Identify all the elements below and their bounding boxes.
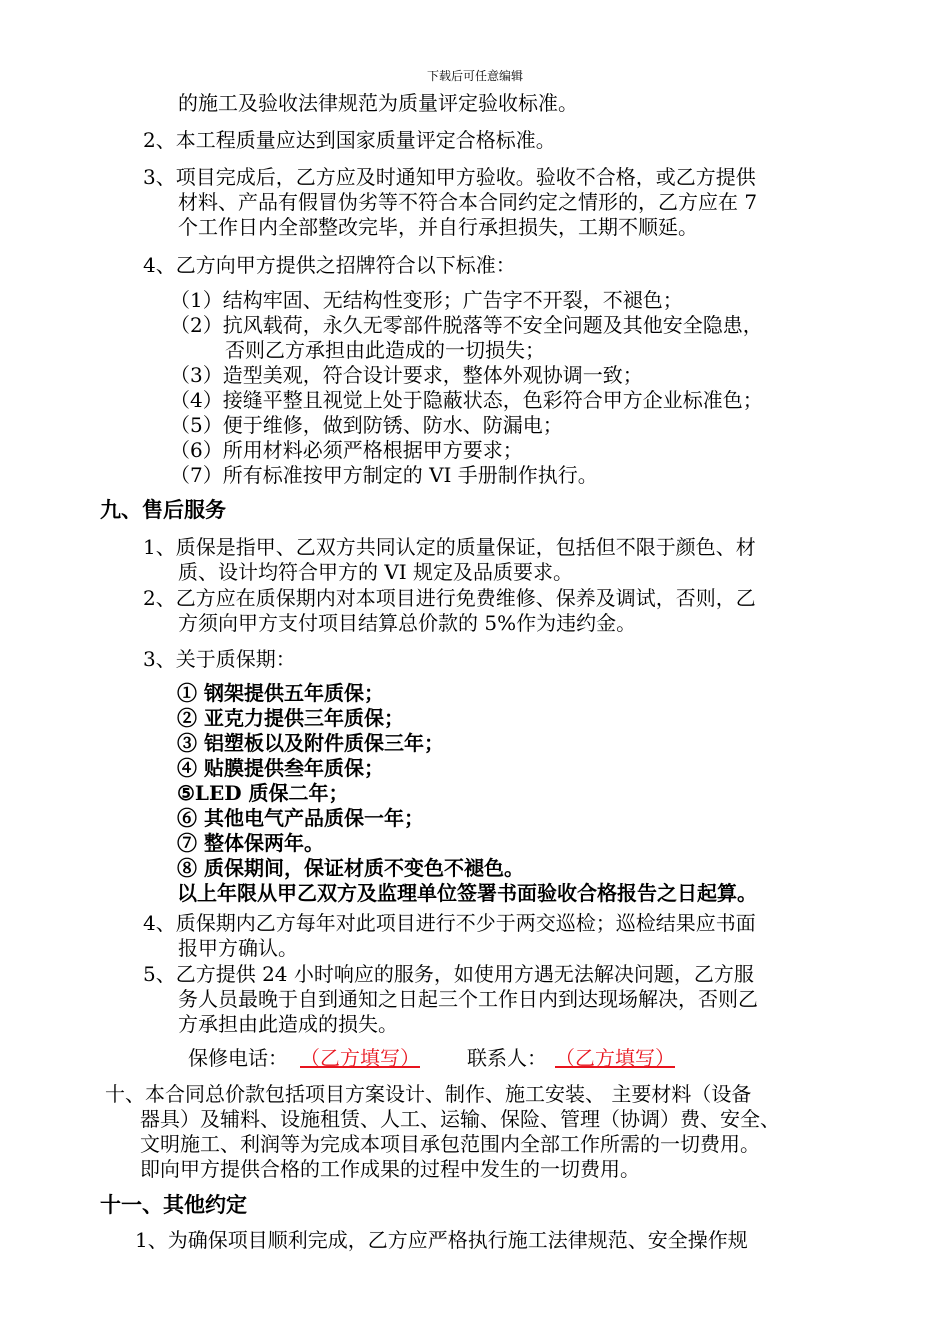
standard-item: （1）结构牢固、无结构性变形；广告字不开裂，不褪色；: [170, 288, 683, 312]
page-header: 下载后可任意编辑: [426, 69, 523, 83]
clause-2: 2、本工程质量应达到国家质量评定合格标准。: [143, 128, 556, 152]
warranty-item: ⑤LED 质保二年；: [177, 781, 349, 805]
clause-4: 4、质保期内乙方每年对此项目进行不少于两交巡检；巡检结果应书面: [143, 911, 756, 935]
text-line: 的施工及验收法律规范为质量评定验收标准。: [178, 91, 578, 115]
text-line: 器具）及辅料、设施租赁、人工、运输、保险、管理（协调）费、安全、: [140, 1107, 780, 1131]
warranty-phone-label: 保修电话：: [188, 1046, 288, 1070]
text-line: 个工作日内全部整改完毕，并自行承担损失，工期不顺延。: [178, 215, 698, 239]
warranty-item: ④ 贴膜提供叁年质保；: [177, 756, 384, 780]
contact-label: 联系人：: [467, 1046, 547, 1070]
text-line: 报甲方确认。: [178, 936, 298, 960]
warranty-item: ⑥ 其他电气产品质保一年；: [177, 806, 424, 830]
text-line: 方承担由此造成的损失。: [178, 1012, 398, 1036]
text-line: 质、设计均符合甲方的 VI 规定及品质要求。: [178, 560, 574, 584]
section-heading-after-sales: 九、售后服务: [100, 497, 226, 522]
clause-2: 2、乙方应在质保期内对本项目进行免费维修、保养及调试，否则，乙: [143, 586, 756, 610]
standard-item: （4）接缝平整且视觉上处于隐蔽状态，色彩符合甲方企业标准色；: [170, 388, 763, 412]
contact-fill[interactable]: （乙方填写）: [555, 1046, 675, 1070]
warranty-item: ① 钢架提供五年质保；: [177, 681, 384, 705]
warranty-item: ⑧ 质保期间，保证材质不变色不褪色。: [177, 856, 524, 880]
warranty-item: ② 亚克力提供三年质保；: [177, 706, 404, 730]
text-line: 即向甲方提供合格的工作成果的过程中发生的一切费用。: [140, 1157, 640, 1181]
text-line: 文明施工、利润等为完成本项目承包范围内全部工作所需的一切费用。: [140, 1132, 760, 1156]
section-heading-other: 十一、其他约定: [100, 1192, 247, 1217]
clause-4: 4、乙方向甲方提供之招牌符合以下标准：: [143, 253, 516, 277]
standard-item: （6）所用材料必须严格根据甲方要求；: [170, 438, 523, 462]
clause-5: 5、乙方提供 24 小时响应的服务，如使用方遇无法解决问题，乙方服: [143, 962, 754, 986]
warranty-note: 以上年限从甲乙双方及监理单位签署书面验收合格报告之日起算。: [177, 881, 757, 905]
clause-ten: 十、本合同总价款包括项目方案设计、制作、施工安装、 主要材料（设备: [105, 1082, 752, 1106]
text-line: 否则乙方承担由此造成的一切损失；: [225, 338, 545, 362]
clause-3: 3、关于质保期：: [143, 647, 296, 671]
standard-item: （7）所有标准按甲方制定的 VI 手册制作执行。: [170, 463, 598, 487]
warranty-item: ③ 铝塑板以及附件质保三年；: [177, 731, 444, 755]
clause-3: 3、项目完成后，乙方应及时通知甲方验收。验收不合格，或乙方提供: [143, 165, 756, 189]
warranty-item: ⑦ 整体保两年。: [177, 831, 324, 855]
standard-item: （2）抗风载荷，永久无零部件脱落等不安全问题及其他安全隐患，: [170, 313, 763, 337]
text-line: 方须向甲方支付项目结算总价款的 5%作为违约金。: [178, 611, 637, 635]
standard-item: （3）造型美观，符合设计要求，整体外观协调一致；: [170, 363, 643, 387]
warranty-phone-fill[interactable]: （乙方填写）: [300, 1046, 420, 1070]
standard-item: （5）便于维修，做到防锈、防水、防漏电；: [170, 413, 563, 437]
clause-1: 1、质保是指甲、乙双方共同认定的质量保证，包括但不限于颜色、材: [143, 535, 756, 559]
clause-1: 1、为确保项目顺利完成，乙方应严格执行施工法律规范、安全操作规: [135, 1228, 748, 1252]
text-line: 务人员最晚于自到通知之日起三个工作日内到达现场解决，否则乙: [178, 987, 758, 1011]
text-line: 材料、产品有假冒伪劣等不符合本合同约定之情形的，乙方应在 7: [178, 190, 758, 214]
